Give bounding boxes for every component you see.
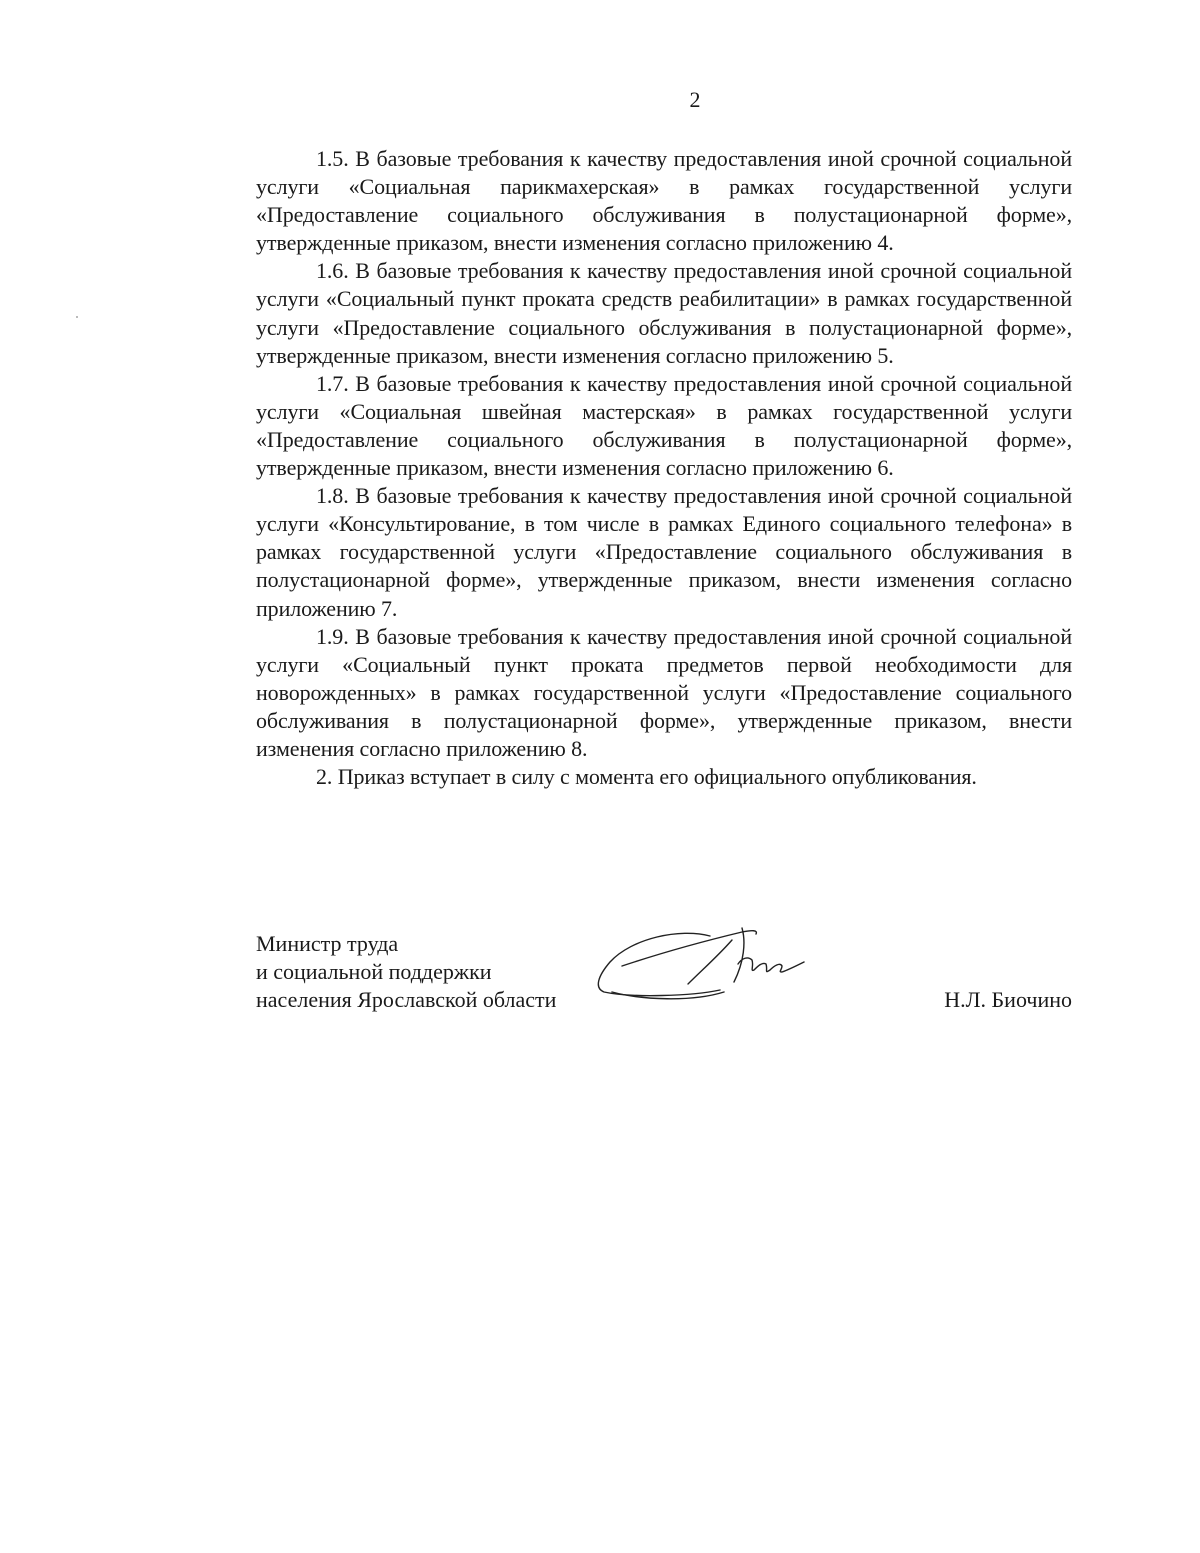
- signature-block: [256, 930, 1072, 1030]
- signer-position-line-1: Министр труда: [256, 931, 399, 956]
- signer-position-line-3: населения Ярославской области: [256, 987, 557, 1012]
- paragraph-1-5: 1.5. В базовые требования к качеству предоставления иной срочной социальной услуги «Социальная парикмахерская» в рамках государственной услуги «Предоставление социального обслуживания в полустационарной форме», утвержденные приказом, внести изменения согласно приложению 4.: [256, 146, 1072, 256]
- signature-stroke-upper: [622, 931, 756, 966]
- paragraph-2: 2. Приказ вступает в силу с момента его официального опубликования.: [316, 764, 977, 790]
- document-body: [256, 145, 1072, 791]
- signer-name: Н.Л. Биочино: [944, 987, 1072, 1012]
- paragraph-1-8: 1.8. В базовые требования к качеству предоставления иной срочной социальной услуги «Консультирование, в том числе в рамках Единого социального телефона» в рамках государственной услуги «Предоставление социального обслуживания в полустационарной форме», утвержденные приказом, внести изменения согласно приложению 7.: [256, 483, 1072, 621]
- paragraph-1-9: 1.9. В базовые требования к качеству предоставления иной срочной социальной услуги «Социальный пункт проката предметов первой необходимости для новорожденных» в рамках государственной услуги «Предоставление социального обслуживания в полустационарной форме», утвержденные приказом, внести изменения согласно приложению 8.: [256, 623, 1072, 761]
- page-number: 2: [689, 87, 701, 112]
- handwritten-signature: [592, 922, 822, 1002]
- paragraph-1-7: 1.7. В базовые требования к качеству предоставления иной срочной социальной услуги «Социальная швейная мастерская» в рамках государственной услуги «Предоставление социального обслуживания в полустационарной форме», утвержденные приказом, внести изменения согласно приложению 6.: [256, 370, 1072, 481]
- signature-stroke-diagonal: [688, 940, 732, 984]
- signer-position: [256, 930, 556, 1014]
- signature-stroke-letters: [734, 928, 804, 982]
- signer-position-line-2: и социальной поддержки: [256, 959, 492, 984]
- paragraph-1-6: 1.6. В базовые требования к качеству предоставления иной срочной социальной услуги «Социальный пункт проката средств реабилитации» в рамках государственной услуги «Предоставление социального обслуживания в полустационарной форме», утвержденные приказом, внести изменения согласно приложению 5.: [256, 258, 1072, 368]
- scan-artifact: [76, 316, 78, 318]
